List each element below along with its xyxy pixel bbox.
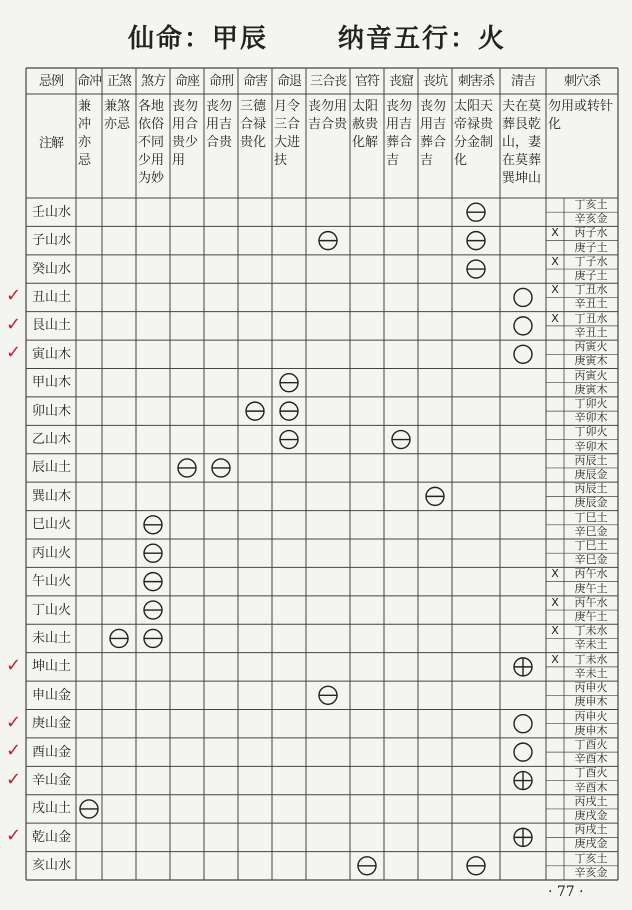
x-mark: X — [551, 652, 559, 666]
row-label: 未山土 — [32, 630, 72, 646]
column-header-11: 刺害杀 — [457, 74, 494, 89]
column-header-2: 煞方 — [140, 74, 165, 89]
ganzhi-entry: 丙申火 — [574, 709, 608, 723]
column-header-1: 正煞 — [106, 74, 131, 89]
column-note-5: 三德合禄贵化 — [240, 99, 267, 150]
column-note-1: 兼煞亦忌 — [104, 99, 131, 132]
column-note-2: 各地依俗不同少用为妙 — [138, 99, 165, 186]
row-label: 丁山火 — [32, 602, 72, 618]
circle-mark-icon — [514, 715, 532, 733]
row-label: 巽山木 — [32, 488, 72, 504]
column-note-9: 丧勿用吉葬合吉 — [386, 99, 413, 168]
title-mingli: 仙命：甲辰 — [128, 24, 269, 54]
ganzhi-entry: 丙辰土 — [574, 453, 608, 467]
ganzhi-entry: 辛丑土 — [574, 297, 608, 311]
ganzhi-entry: 庚子土 — [574, 240, 608, 254]
x-mark: X — [551, 283, 559, 297]
ganzhi-entry: 丁未水 — [574, 652, 608, 666]
note-label: 注解 — [38, 136, 63, 151]
column-note-7: 丧勿用吉合贵 — [308, 99, 348, 132]
ganzhi-entry: 庚申木 — [574, 695, 608, 709]
check-mark-icon: ✓ — [6, 654, 22, 676]
row-label: 酉山金 — [32, 744, 72, 760]
ganzhi-entry: 辛卯木 — [574, 411, 608, 425]
ganzhi-entry: 丙子水 — [574, 226, 608, 240]
column-header-8: 官符 — [354, 74, 379, 89]
column-header-7: 三合丧 — [309, 74, 346, 89]
circle-minus-mark-icon — [467, 857, 485, 875]
check-mark-icon: ✓ — [6, 342, 22, 364]
column-header-6: 命退 — [276, 74, 301, 89]
circle-minus-mark-icon — [144, 544, 162, 562]
column-note-13: 勿用或转针化 — [548, 99, 614, 132]
ganzhi-entry: 丁丑水 — [574, 283, 608, 297]
ganzhi-entry: 丁酉火 — [574, 766, 608, 780]
ganzhi-entry: 丁未水 — [574, 624, 608, 638]
circle-plus-mark-icon — [514, 772, 532, 790]
circle-minus-mark-icon — [319, 686, 337, 704]
circle-minus-mark-icon — [467, 260, 485, 278]
x-mark: X — [551, 226, 559, 240]
ganzhi-entry: 丁酉火 — [574, 737, 608, 751]
circle-minus-mark-icon — [426, 487, 444, 505]
ganzhi-entry: 丙戌土 — [574, 823, 608, 837]
row-label: 丙山火 — [32, 545, 72, 561]
column-header-10: 丧坑 — [422, 74, 447, 89]
ganzhi-entry: 庚戌金 — [574, 837, 608, 851]
ganzhi-entry: 庚辰金 — [574, 496, 608, 510]
column-note-10: 丧勿用吉葬合吉 — [420, 99, 447, 168]
check-mark-icon: ✓ — [6, 313, 22, 335]
row-label: 亥山水 — [32, 858, 72, 874]
row-label: 午山火 — [32, 574, 72, 590]
circle-minus-mark-icon — [144, 629, 162, 647]
row-label: 壬山水 — [32, 204, 72, 220]
ganzhi-entry: 辛亥金 — [574, 212, 608, 226]
ganzhi-entry: 辛酉木 — [574, 752, 608, 766]
circle-minus-mark-icon — [144, 573, 162, 591]
row-label: 子山水 — [32, 233, 72, 249]
ganzhi-entry: 庚子土 — [574, 269, 608, 283]
circle-minus-mark-icon — [144, 516, 162, 534]
circle-minus-mark-icon — [246, 402, 264, 420]
circle-minus-mark-icon — [144, 601, 162, 619]
ganzhi-entry: 庚戌金 — [574, 808, 608, 822]
ganzhi-entry: 丙午水 — [574, 595, 608, 609]
row-label: 艮山土 — [32, 318, 72, 334]
page-number: · 77 · — [548, 884, 584, 900]
row-label: 甲山木 — [32, 375, 72, 391]
column-header-0: 命冲 — [76, 74, 101, 89]
x-mark: X — [551, 254, 559, 268]
circle-minus-mark-icon — [467, 203, 485, 221]
ganzhi-entry: 辛亥金 — [574, 865, 608, 879]
row-label: 寅山木 — [32, 346, 72, 362]
circle-minus-mark-icon — [280, 374, 298, 392]
check-mark-icon: ✓ — [6, 825, 22, 847]
column-note-12: 夫在莫葬艮乾山，妻在莫葬巽坤山 — [502, 99, 542, 186]
column-note-3: 丧勿用合贵少用 — [172, 99, 199, 168]
row-label: 坤山土 — [32, 659, 72, 675]
ganzhi-entry: 辛未土 — [574, 666, 608, 680]
ganzhi-entry: 丁亥土 — [574, 851, 608, 865]
check-mark-icon: ✓ — [6, 768, 22, 790]
ganzhi-entry: 丁子水 — [574, 254, 608, 268]
ganzhi-entry: 丙午水 — [574, 567, 608, 581]
check-mark-icon: ✓ — [6, 711, 22, 733]
ganzhi-entry: 丁卯火 — [574, 396, 608, 410]
ganzhi-entry: 庚申木 — [574, 723, 608, 737]
ganzhi-entry: 庚辰金 — [574, 467, 608, 481]
title-nayin: 纳音五行：火 — [338, 24, 507, 54]
x-mark: X — [551, 311, 559, 325]
ganzhi-entry: 庚午土 — [574, 581, 608, 595]
row-label: 戌山土 — [32, 801, 72, 817]
column-note-4: 丧勿用吉合贵 — [206, 99, 233, 150]
column-header-13: 刺穴杀 — [563, 74, 600, 89]
circle-minus-mark-icon — [212, 459, 230, 477]
check-mark-icon: ✓ — [6, 285, 22, 307]
ganzhi-entry: 辛未土 — [574, 638, 608, 652]
row-label: 卯山木 — [32, 403, 72, 419]
circle-minus-mark-icon — [178, 459, 196, 477]
circle-mark-icon — [514, 345, 532, 363]
column-header-9: 丧窟 — [388, 74, 413, 89]
ganzhi-entry: 丁卯火 — [574, 425, 608, 439]
circle-minus-mark-icon — [110, 629, 128, 647]
ganzhi-entry: 辛巳金 — [574, 553, 608, 567]
column-note-11: 太阳天帝禄贵分金制化 — [454, 99, 494, 168]
ganzhi-entry: 辛卯木 — [574, 439, 608, 453]
ganzhi-entry: 丙申火 — [574, 681, 608, 695]
circle-minus-mark-icon — [358, 857, 376, 875]
column-header-4: 命刑 — [208, 74, 233, 89]
row-label: 巳山火 — [32, 517, 72, 533]
ganzhi-entry: 辛巳金 — [574, 524, 608, 538]
check-mark-icon: ✓ — [6, 740, 22, 762]
ganzhi-entry: 庚午土 — [574, 610, 608, 624]
row-label: 癸山水 — [32, 261, 72, 277]
row-label: 辛山金 — [32, 773, 72, 789]
column-note-8: 太阳赦贵化解 — [352, 99, 379, 150]
circle-minus-mark-icon — [467, 232, 485, 250]
circle-mark-icon — [514, 288, 532, 306]
row-label: 申山金 — [32, 687, 72, 703]
column-header-12: 清吉 — [510, 74, 535, 89]
ganzhi-entry: 丙戌土 — [574, 794, 608, 808]
row-label: 丑山土 — [32, 289, 72, 305]
ganzhi-entry: 庚寅木 — [574, 382, 608, 396]
ganzhi-entry: 丙寅火 — [574, 340, 608, 354]
x-mark: X — [551, 595, 559, 609]
circle-minus-mark-icon — [392, 431, 410, 449]
row-label: 乙山木 — [32, 432, 72, 448]
circle-minus-mark-icon — [280, 402, 298, 420]
ganzhi-entry: 丁巳土 — [574, 539, 608, 552]
circle-plus-mark-icon — [514, 658, 532, 676]
ganzhi-entry: 辛丑土 — [574, 325, 608, 339]
ganzhi-entry: 丁巳土 — [574, 510, 608, 524]
circle-minus-mark-icon — [80, 800, 98, 818]
row-label: 庚山金 — [32, 716, 72, 732]
row-label: 辰山土 — [32, 460, 72, 476]
circle-minus-mark-icon — [319, 232, 337, 250]
column-note-6: 月令三合大进扶 — [274, 99, 301, 168]
ganzhi-entry: 丁亥土 — [574, 198, 608, 211]
circle-plus-mark-icon — [514, 828, 532, 846]
column-header-3: 命座 — [174, 74, 199, 89]
ganzhi-entry: 丙辰土 — [574, 482, 608, 496]
circle-minus-mark-icon — [280, 431, 298, 449]
column-header-5: 命害 — [242, 74, 267, 89]
ganzhi-entry: 庚寅木 — [574, 354, 608, 368]
ganzhi-entry: 丁丑水 — [574, 311, 608, 325]
header-label: 忌例 — [38, 74, 63, 89]
x-mark: X — [551, 567, 559, 581]
circle-mark-icon — [514, 743, 532, 761]
column-note-0: 兼冲亦忌 — [78, 99, 92, 168]
x-mark: X — [551, 624, 559, 638]
circle-mark-icon — [514, 317, 532, 335]
ganzhi-entry: 丙寅火 — [574, 368, 608, 382]
row-label: 乾山金 — [32, 829, 72, 845]
ganzhi-entry: 辛酉木 — [574, 780, 608, 794]
